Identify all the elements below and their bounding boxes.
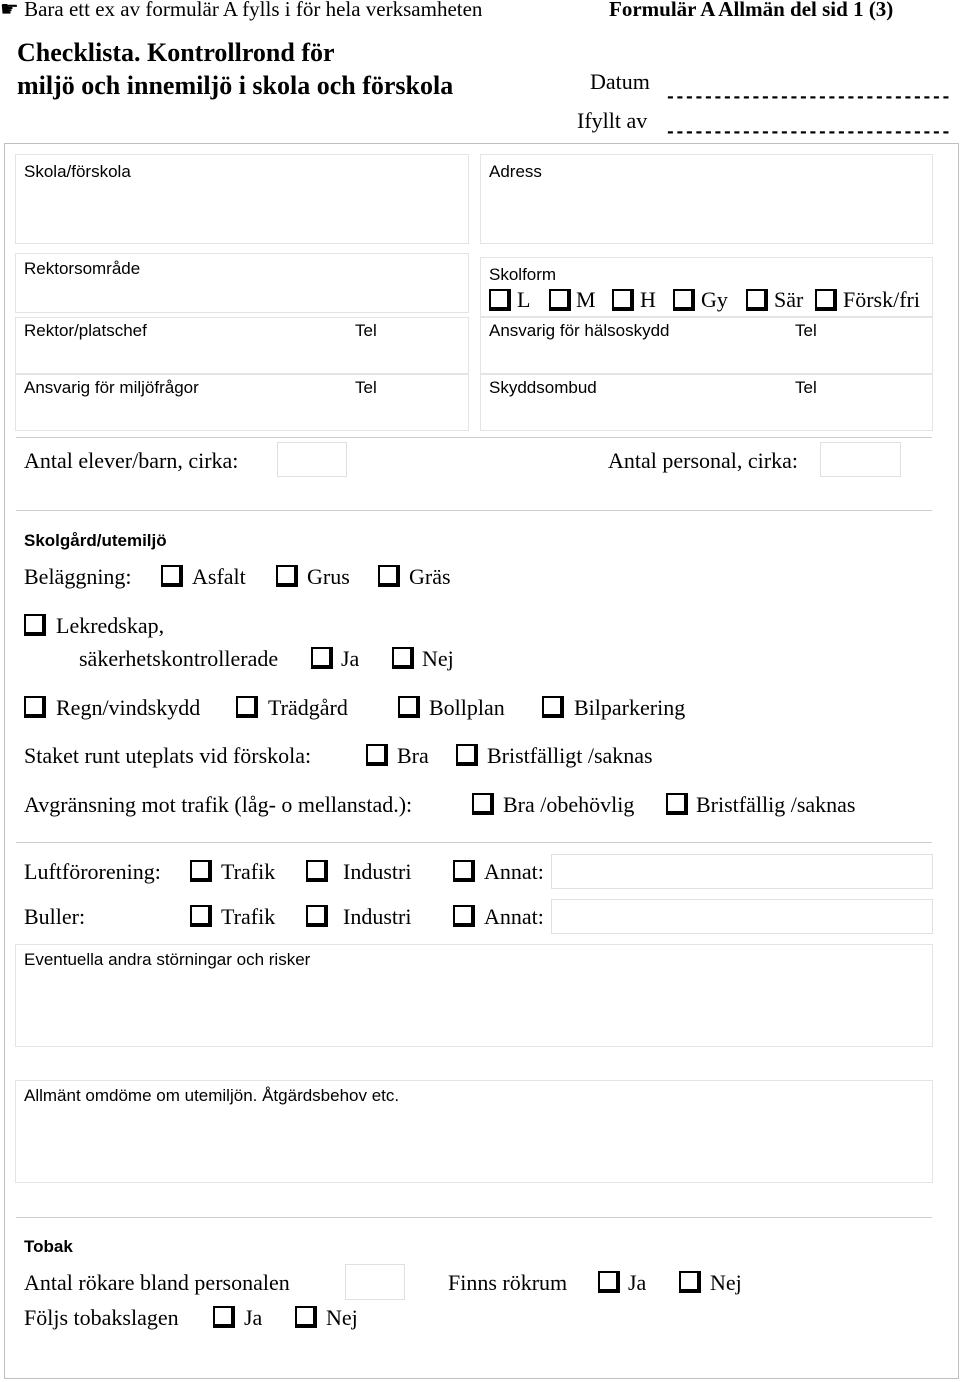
rokrum-nej-label: Nej	[710, 1270, 742, 1295]
asfalt-label: Asfalt	[192, 564, 246, 589]
ifyllt-av-label: Ifyllt av	[577, 108, 648, 133]
rektorsomrade-label: Rektorsområde	[24, 259, 141, 278]
divider	[16, 510, 932, 511]
rokare-input[interactable]	[346, 1265, 404, 1299]
staket-brist-label: Bristfälligt /saknas	[487, 743, 653, 768]
skolform-sar-label: Sär	[774, 287, 804, 312]
buller-industri-label: Industri	[343, 904, 412, 929]
omdome-label: Allmänt omdöme om utemiljön. Åtgärdsbehov etc.	[24, 1086, 400, 1105]
avgransning-bra-checkbox[interactable]	[472, 793, 494, 815]
gras-label: Gräs	[409, 564, 451, 589]
buller-annat-checkbox[interactable]	[453, 905, 475, 927]
luft-industri-label: Industri	[343, 859, 412, 884]
personal-label: Antal personal, cirka:	[608, 448, 798, 473]
skolform-forsk-label: Försk/fri	[843, 287, 920, 312]
staket-bra-label: Bra	[397, 743, 429, 768]
divider	[16, 842, 932, 843]
form-identifier: Formulär A Allmän del sid 1 (3)	[609, 0, 894, 21]
tobak-heading: Tobak	[24, 1237, 73, 1256]
rektor-tel-label: Tel	[355, 321, 377, 340]
belaggning-label: Beläggning:	[24, 564, 132, 589]
adress-label: Adress	[489, 162, 542, 181]
tobakslagen-ja-label: Ja	[244, 1305, 263, 1330]
buller-trafik-checkbox[interactable]	[190, 905, 212, 927]
storningar-label: Eventuella andra störningar och risker	[24, 950, 311, 969]
buller-industri-checkbox[interactable]	[306, 905, 328, 927]
buller-annat-input[interactable]	[552, 900, 932, 933]
avgransning-label: Avgränsning mot trafik (låg- o mellanstad.):	[24, 792, 413, 817]
elever-label: Antal elever/barn, cirka:	[24, 448, 239, 473]
skolform-sar-checkbox[interactable]	[746, 289, 768, 311]
miljofragor-tel-label: Tel	[355, 378, 377, 397]
bilparkering-checkbox[interactable]	[542, 696, 564, 718]
ifyllt-av-field[interactable]: ------------------------------	[665, 123, 951, 143]
regnvindskydd-label: Regn/vindskydd	[56, 695, 201, 720]
luftfororening-label: Luftförorening:	[24, 859, 161, 884]
bollplan-checkbox[interactable]	[398, 696, 420, 718]
skolform-forsk-checkbox[interactable]	[815, 289, 837, 311]
rokrum-ja-checkbox[interactable]	[598, 1271, 620, 1293]
title-line-1: Checklista. Kontrollrond för	[17, 38, 335, 67]
lekredskap-label: Lekredskap,	[56, 613, 165, 638]
header-note-text: Bara ett ex av formulär A fylls i för hela verksamheten	[24, 0, 483, 21]
gras-checkbox[interactable]	[378, 565, 400, 587]
lekredskap-checkbox[interactable]	[24, 614, 46, 636]
luft-trafik-label: Trafik	[221, 859, 276, 884]
header-note	[0, 0, 482, 22]
personal-input[interactable]	[821, 443, 900, 476]
avgransning-bra-label: Bra /obehövlig	[503, 792, 635, 817]
lekredskap-nej-label: Nej	[422, 646, 454, 671]
miljofragor-label: Ansvarig för miljöfrågor	[24, 378, 199, 397]
lekredskap-ja-checkbox[interactable]	[311, 647, 333, 669]
divider	[16, 437, 932, 438]
halsoskydd-label: Ansvarig för hälsoskydd	[489, 321, 670, 340]
skolform-m-label: M	[576, 287, 596, 312]
luft-annat-label: Annat:	[484, 859, 544, 884]
staket-bra-checkbox[interactable]	[366, 744, 388, 766]
luft-annat-input[interactable]	[552, 855, 932, 888]
tobakslagen-ja-checkbox[interactable]	[213, 1306, 235, 1328]
rokrum-label: Finns rökrum	[448, 1270, 568, 1295]
skolgard-heading: Skolgård/utemiljö	[24, 531, 167, 550]
grus-checkbox[interactable]	[276, 565, 298, 587]
adress-field[interactable]	[481, 155, 932, 243]
sakerhetskontroll-label: säkerhetskontrollerade	[79, 646, 279, 671]
bollplan-label: Bollplan	[429, 695, 505, 720]
skolform-gy-checkbox[interactable]	[673, 289, 695, 311]
skolform-m-checkbox[interactable]	[549, 289, 571, 311]
buller-annat-label: Annat:	[484, 904, 544, 929]
rokare-label: Antal rökare bland personalen	[24, 1270, 290, 1295]
staket-brist-checkbox[interactable]	[456, 744, 478, 766]
skolform-h-checkbox[interactable]	[612, 289, 634, 311]
datum-field[interactable]: ------------------------------	[665, 88, 951, 108]
luft-trafik-checkbox[interactable]	[190, 860, 212, 882]
grus-label: Grus	[307, 564, 350, 589]
skolform-h-label: H	[640, 287, 656, 312]
tobakslagen-nej-checkbox[interactable]	[295, 1306, 317, 1328]
avgransning-brist-label: Bristfällig /saknas	[696, 792, 856, 817]
elever-input[interactable]	[278, 443, 346, 476]
luft-annat-checkbox[interactable]	[453, 860, 475, 882]
tobakslagen-nej-label: Nej	[326, 1305, 358, 1330]
asfalt-checkbox[interactable]	[161, 565, 183, 587]
pointing-hand-icon: ☛	[0, 0, 19, 21]
luft-industri-checkbox[interactable]	[306, 860, 328, 882]
rokrum-nej-checkbox[interactable]	[679, 1271, 701, 1293]
skolform-l-label: L	[517, 287, 531, 312]
rokrum-ja-label: Ja	[628, 1270, 647, 1295]
tobakslagen-label: Följs tobakslagen	[24, 1305, 179, 1330]
avgransning-brist-checkbox[interactable]	[666, 793, 688, 815]
skola-label: Skola/förskola	[24, 162, 131, 181]
skyddsombud-tel-label: Tel	[795, 378, 817, 397]
lekredskap-nej-checkbox[interactable]	[392, 647, 414, 669]
skyddsombud-label: Skyddsombud	[489, 378, 597, 397]
lekredskap-ja-label: Ja	[341, 646, 360, 671]
skolform-label: Skolform	[489, 265, 557, 284]
rektor-label: Rektor/platschef	[24, 321, 147, 340]
staket-label: Staket runt uteplats vid förskola:	[24, 743, 312, 768]
bilparkering-label: Bilparkering	[574, 695, 686, 720]
buller-trafik-label: Trafik	[221, 904, 276, 929]
page-title	[17, 36, 453, 102]
tradgard-label: Trädgård	[268, 695, 348, 720]
tradgard-checkbox[interactable]	[236, 696, 258, 718]
buller-label: Buller:	[24, 904, 86, 929]
regnvindskydd-checkbox[interactable]	[24, 696, 46, 718]
title-line-2: miljö och innemiljö i skola och förskola	[17, 71, 454, 100]
skolform-l-checkbox[interactable]	[489, 289, 511, 311]
halsoskydd-tel-label: Tel	[795, 321, 817, 340]
datum-label: Datum	[590, 69, 650, 94]
skolform-gy-label: Gy	[701, 287, 728, 312]
divider	[16, 1217, 932, 1218]
